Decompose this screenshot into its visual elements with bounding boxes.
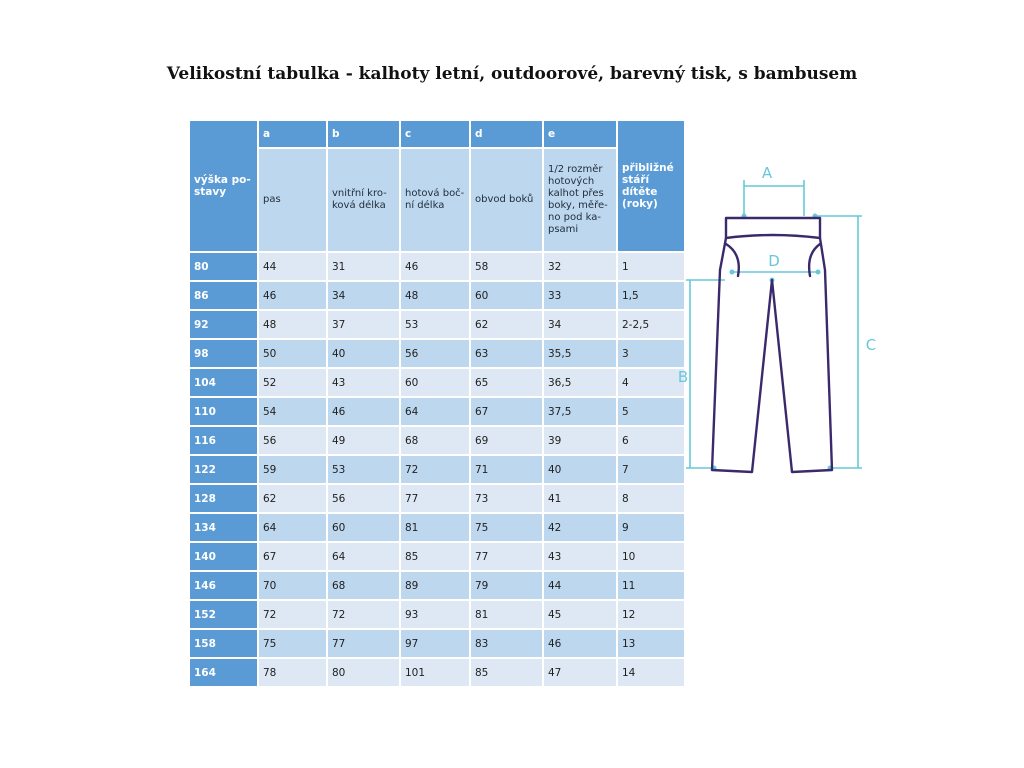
cell-waist: 56 (259, 427, 326, 454)
letter-header-d: d (471, 121, 542, 147)
cell-hip: 62 (471, 311, 542, 338)
cell-waist: 70 (259, 572, 326, 599)
cell-side-length: 81 (401, 514, 469, 541)
cell-side-length: 89 (401, 572, 469, 599)
cell-side-length: 85 (401, 543, 469, 570)
table-row (190, 282, 684, 309)
cell-half-hip: 36,5 (544, 369, 616, 396)
cell-age: 9 (618, 514, 684, 541)
cell-age: 4 (618, 369, 684, 396)
table-row (190, 630, 684, 657)
waistband-shape (726, 218, 820, 238)
cell-height: 152 (190, 601, 257, 628)
cell-waist: 50 (259, 340, 326, 367)
cell-inseam: 53 (328, 456, 399, 483)
cell-inseam: 49 (328, 427, 399, 454)
cell-hip: 77 (471, 543, 542, 570)
hip-right-point (816, 270, 821, 275)
cell-half-hip: 37,5 (544, 398, 616, 425)
cell-height: 86 (190, 282, 257, 309)
cell-height: 80 (190, 253, 257, 280)
cell-age: 7 (618, 456, 684, 483)
cell-hip: 81 (471, 601, 542, 628)
cell-inseam: 77 (328, 630, 399, 657)
cell-side-length: 64 (401, 398, 469, 425)
table-row (190, 369, 684, 396)
cell-half-hip: 35,5 (544, 340, 616, 367)
letter-header-e: e (544, 121, 616, 147)
cell-age: 1,5 (618, 282, 684, 309)
cell-height: 164 (190, 659, 257, 686)
cell-inseam: 34 (328, 282, 399, 309)
cell-half-hip: 44 (544, 572, 616, 599)
cell-height: 98 (190, 340, 257, 367)
table-row (190, 456, 684, 483)
age-header: přibližné stáří dítěte (roky) (618, 121, 684, 251)
cell-height: 110 (190, 398, 257, 425)
cell-side-length: 53 (401, 311, 469, 338)
table-row (190, 253, 684, 280)
cell-inseam: 60 (328, 514, 399, 541)
label-d: D (768, 252, 780, 270)
cell-age: 3 (618, 340, 684, 367)
cell-age: 8 (618, 485, 684, 512)
cell-age: 2-2,5 (618, 311, 684, 338)
cell-hip: 63 (471, 340, 542, 367)
cell-side-length: 97 (401, 630, 469, 657)
table-header-letters (190, 121, 684, 147)
cell-hip: 60 (471, 282, 542, 309)
hip-left-point (730, 270, 735, 275)
cell-waist: 54 (259, 398, 326, 425)
cell-half-hip: 45 (544, 601, 616, 628)
page-title: Velikostní tabulka - kalhoty letní, outdoorové, barevný tisk, s bambusem (166, 64, 858, 84)
cell-side-length: 77 (401, 485, 469, 512)
cell-side-length: 101 (401, 659, 469, 686)
cell-waist: 78 (259, 659, 326, 686)
cell-hip: 69 (471, 427, 542, 454)
cell-age: 14 (618, 659, 684, 686)
cell-side-length: 72 (401, 456, 469, 483)
cell-hip: 73 (471, 485, 542, 512)
cell-hip: 85 (471, 659, 542, 686)
height-header: výška po- stavy (190, 121, 257, 251)
cell-inseam: 68 (328, 572, 399, 599)
cell-waist: 62 (259, 485, 326, 512)
cell-height: 146 (190, 572, 257, 599)
cell-half-hip: 32 (544, 253, 616, 280)
cell-side-length: 60 (401, 369, 469, 396)
cell-half-hip: 43 (544, 543, 616, 570)
letter-header-c: c (401, 121, 469, 147)
cell-hip: 71 (471, 456, 542, 483)
table-row (190, 543, 684, 570)
cell-height: 134 (190, 514, 257, 541)
cell-age: 13 (618, 630, 684, 657)
cell-height: 122 (190, 456, 257, 483)
cell-age: 12 (618, 601, 684, 628)
cell-waist: 75 (259, 630, 326, 657)
cell-waist: 67 (259, 543, 326, 570)
cell-inseam: 72 (328, 601, 399, 628)
cell-hip: 58 (471, 253, 542, 280)
cell-waist: 59 (259, 456, 326, 483)
cell-inseam: 56 (328, 485, 399, 512)
cell-height: 92 (190, 311, 257, 338)
table-header-columns (190, 149, 684, 251)
cell-inseam: 46 (328, 398, 399, 425)
table-row (190, 601, 684, 628)
trousers-diagram (677, 160, 890, 480)
cell-height: 140 (190, 543, 257, 570)
table-row (190, 485, 684, 512)
table-row (190, 340, 684, 367)
label-b: B (677, 368, 689, 386)
cell-inseam: 31 (328, 253, 399, 280)
cell-half-hip: 47 (544, 659, 616, 686)
cell-height: 116 (190, 427, 257, 454)
cell-hip: 67 (471, 398, 542, 425)
column-header-side-length: hotová boč- ní délka (401, 149, 469, 251)
letter-header-a: a (259, 121, 326, 147)
cell-height: 104 (190, 369, 257, 396)
cell-half-hip: 39 (544, 427, 616, 454)
size-table (188, 119, 689, 688)
cell-height: 128 (190, 485, 257, 512)
cell-half-hip: 41 (544, 485, 616, 512)
cell-inseam: 43 (328, 369, 399, 396)
cell-half-hip: 40 (544, 456, 616, 483)
cell-waist: 48 (259, 311, 326, 338)
column-header-waist: pas (259, 149, 326, 251)
cell-age: 11 (618, 572, 684, 599)
cell-side-length: 68 (401, 427, 469, 454)
cell-half-hip: 33 (544, 282, 616, 309)
cell-side-length: 93 (401, 601, 469, 628)
measurement-labels (678, 164, 876, 386)
cell-side-length: 46 (401, 253, 469, 280)
cell-inseam: 64 (328, 543, 399, 570)
cell-inseam: 37 (328, 311, 399, 338)
cell-half-hip: 34 (544, 311, 616, 338)
cell-waist: 64 (259, 514, 326, 541)
table-row (190, 572, 684, 599)
cell-age: 10 (618, 543, 684, 570)
table-row (190, 427, 684, 454)
column-header-hip: obvod boků (471, 149, 542, 251)
cell-height: 158 (190, 630, 257, 657)
column-header-inseam: vnitřní kro- ková délka (328, 149, 399, 251)
cell-hip: 83 (471, 630, 542, 657)
cell-waist: 44 (259, 253, 326, 280)
letter-header-b: b (328, 121, 399, 147)
label-a: A (761, 164, 773, 182)
label-c: C (865, 336, 877, 354)
cell-hip: 75 (471, 514, 542, 541)
table-row (190, 514, 684, 541)
cell-age: 6 (618, 427, 684, 454)
cell-side-length: 56 (401, 340, 469, 367)
measurement-guides (686, 180, 862, 468)
cell-half-hip: 42 (544, 514, 616, 541)
cell-half-hip: 46 (544, 630, 616, 657)
cell-hip: 65 (471, 369, 542, 396)
cell-hip: 79 (471, 572, 542, 599)
cell-waist: 46 (259, 282, 326, 309)
cell-waist: 72 (259, 601, 326, 628)
table-row (190, 398, 684, 425)
column-header-half-hip: 1/2 rozměr hotových kalhot přes boky, měře- no pod ka- psami (544, 149, 616, 251)
cell-inseam: 40 (328, 340, 399, 367)
cell-inseam: 80 (328, 659, 399, 686)
cell-side-length: 48 (401, 282, 469, 309)
cell-waist: 52 (259, 369, 326, 396)
cell-age: 1 (618, 253, 684, 280)
table-row (190, 311, 684, 338)
table-row (190, 659, 684, 686)
cell-age: 5 (618, 398, 684, 425)
